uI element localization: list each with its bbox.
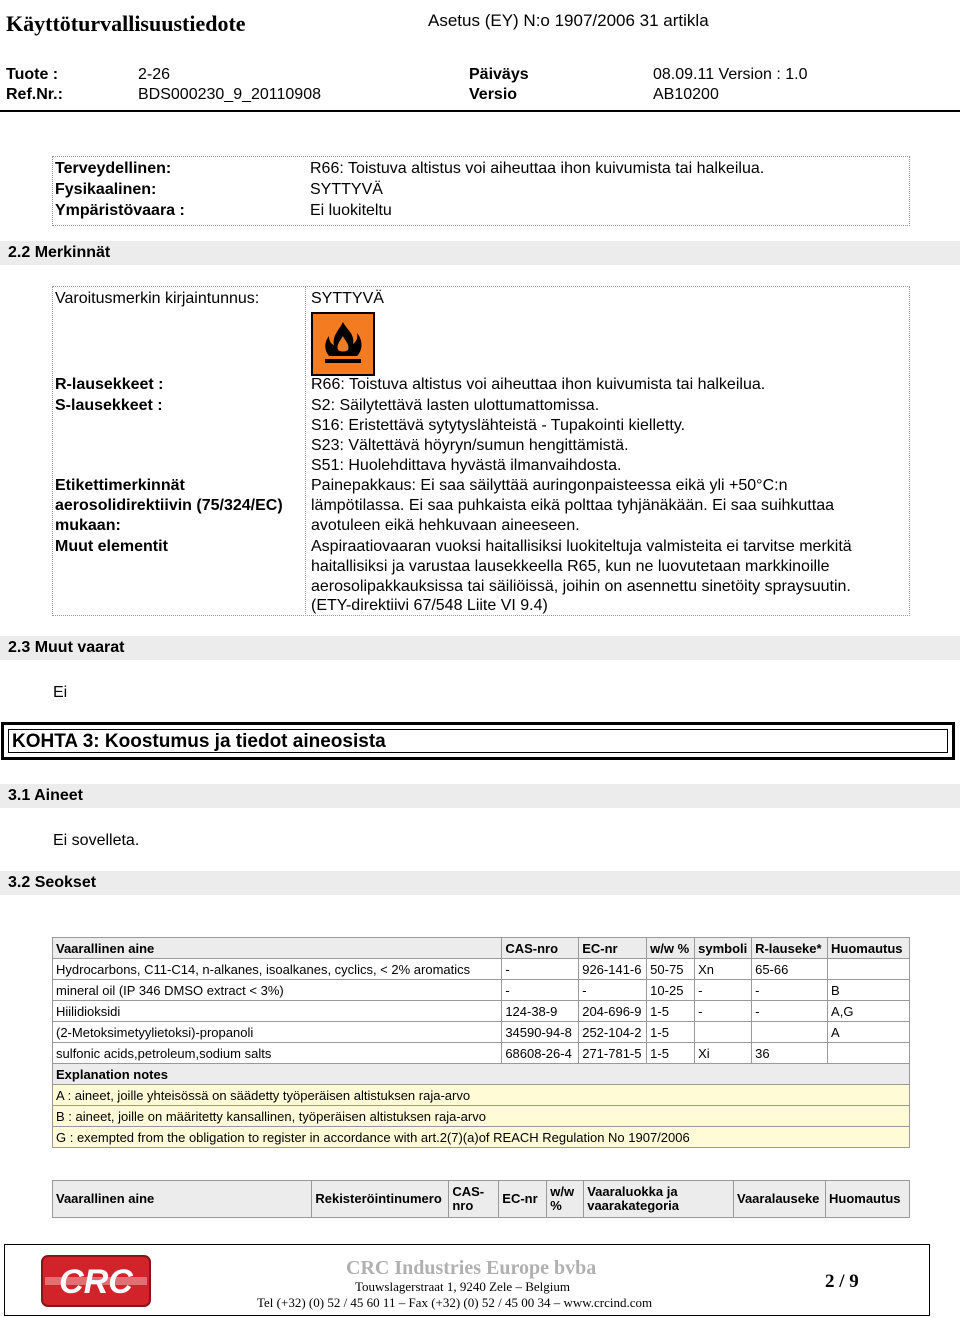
table-row — [53, 1001, 910, 1022]
health-value: R66: Toistuva altistus voi aiheuttaa ihon kuivumista tai halkeilua. — [310, 160, 765, 177]
aerosol-text-line: avotuleen eikä hehkuvaan aineeseen. — [311, 517, 580, 534]
regulation-reference: Asetus (EY) N:o 1907/2006 31 artikla — [428, 11, 709, 30]
aerosol-label-line: aerosolidirektiivin (75/324/EC) — [55, 497, 283, 514]
table-cell: Hydrocarbons, C11-C14, n-alkanes, isoalkanes, cyclics, < 2% aromatics — [53, 959, 502, 980]
column-header: R-lauseke* — [752, 938, 828, 959]
table-cell: 50-75 — [647, 959, 695, 980]
table-cell: 34590-94-8 — [502, 1022, 579, 1043]
table-cell: 252-104-2 — [579, 1022, 647, 1043]
aerosol-text-line: Painepakkaus: Ei saa säilyttää auringonpaisteessa eikä yli +50°C:n — [311, 477, 788, 494]
s-phrase-line: S23: Vältettävä höyryn/sumun hengittämistä. — [311, 437, 629, 454]
table-row — [53, 1022, 910, 1043]
other-elements-label: Muut elementit — [55, 538, 168, 555]
table-cell: - — [502, 980, 579, 1001]
table-cell: - — [695, 980, 752, 1001]
table-cell: - — [502, 959, 579, 980]
table-cell: 124-38-9 — [502, 1001, 579, 1022]
table-cell: - — [579, 980, 647, 1001]
column-header: Vaarallinen aine — [53, 1181, 312, 1218]
note-text: G : exempted from the obligation to register in accordance with art.2(7)(a)of REACH Regulation No 1907/2006 — [53, 1127, 910, 1148]
column-header: Vaarallinen aine — [53, 938, 502, 959]
table-cell: (2-Metoksimetyylietoksi)-propanoli — [53, 1022, 502, 1043]
section-bar-3-1 — [0, 784, 960, 808]
table-cell: sulfonic acids,petroleum,sodium salts — [53, 1043, 502, 1064]
aerosol-label-line: Etikettimerkinnät — [55, 477, 185, 494]
page-footer — [4, 1244, 930, 1316]
mixture-table-header — [53, 938, 910, 959]
table-cell: Xi — [695, 1043, 752, 1064]
ref-value: BDS000230_9_20110908 — [138, 86, 321, 103]
crc-logo — [41, 1255, 151, 1307]
flammable-pictogram — [311, 312, 375, 376]
environment-value: Ei luokiteltu — [310, 202, 392, 219]
notes-header-row — [53, 1064, 910, 1085]
table-cell: Xn — [695, 959, 752, 980]
other-hazards-text: Ei — [53, 684, 68, 701]
other-elements-line: Aspiraatiovaaran vuoksi haitallisiksi luokiteltuja valmisteita ei tarvitse merkitä — [311, 538, 852, 555]
table-cell: 68608-26-4 — [502, 1043, 579, 1064]
section-title-3-1: 3.1 Aineet — [8, 787, 83, 804]
column-header: Vaaraluokka ja vaarakategoria — [584, 1181, 734, 1218]
physical-value: SYTTYVÄ — [310, 181, 383, 198]
aerosol-text-line: lämpötilassa. Ei saa puhkaista eikä polttaa tyhjänäkään. Ei saa suihkuttaa — [311, 497, 834, 514]
s-phrase-line: S16: Eristettävä sytytyslähteistä - Tupakointi kielletty. — [311, 417, 686, 434]
other-elements-line: (ETY-direktiivi 67/548 Liite VI 9.4) — [311, 597, 548, 614]
column-header: Vaaralauseke — [734, 1181, 826, 1218]
environment-label: Ympäristövaara : — [55, 202, 185, 219]
note-row — [53, 1085, 910, 1106]
table-cell: 1-5 — [647, 1001, 695, 1022]
table-row — [53, 959, 910, 980]
table-cell: Hiilidioksidi — [53, 1001, 502, 1022]
s-phrase-line: S2: Säilytettävä lasten ulottumattomissa. — [311, 397, 600, 414]
section-bar-2-3 — [0, 636, 960, 660]
table-row — [53, 1043, 910, 1064]
physical-label: Fysikaalinen: — [55, 181, 157, 198]
column-header: CAS-nro — [449, 1181, 499, 1218]
version-label: Versio — [469, 86, 518, 103]
column-header: w/w % — [647, 938, 695, 959]
table-cell: 65-66 — [752, 959, 828, 980]
notes-title: Explanation notes — [53, 1064, 910, 1085]
registration-table — [52, 1180, 910, 1218]
table-cell: 36 — [752, 1043, 828, 1064]
company-name: CRC Industries Europe bvba — [346, 1257, 597, 1279]
table-cell — [752, 1022, 828, 1043]
date-label: Päiväys — [469, 66, 529, 83]
other-elements-line: aerosolipakkauksissa tai säiliöissä, joihin on asennettu sinetöity spraysuutin. — [311, 578, 851, 595]
section-bar-2-2 — [0, 241, 960, 265]
column-header: Rekisteröintinumero — [312, 1181, 449, 1218]
mixture-table — [52, 937, 910, 1148]
section-3-title: KOHTA 3: Koostumus ja tiedot aineosista — [12, 731, 386, 752]
table-cell: mineral oil (IP 346 DMSO extract < 3%) — [53, 980, 502, 1001]
table-cell — [695, 1022, 752, 1043]
column-header: EC-nr — [579, 938, 647, 959]
note-text: B : aineet, joille on määritetty kansallinen, työperäisen altistuksen raja-arvo — [53, 1106, 910, 1127]
table-row — [53, 980, 910, 1001]
section-3-header — [1, 722, 955, 760]
note-text: A : aineet, joille yhteisössä on säädetty työperäisen altistuksen raja-arvo — [53, 1085, 910, 1106]
note-row — [53, 1106, 910, 1127]
column-header: Huomautus — [825, 1181, 909, 1218]
warning-symbol-value: SYTTYVÄ — [311, 290, 384, 307]
table-cell: - — [752, 1001, 828, 1022]
product-label: Tuote : — [6, 66, 59, 83]
warning-symbol-label: Varoitusmerkin kirjaintunnus: — [55, 290, 260, 307]
other-elements-line: haitallisiksi ja varustaa lausekkeella R65, kun ne luovutetaan markkinoille — [311, 558, 830, 575]
column-header: EC-nr — [499, 1181, 547, 1218]
registration-table-header — [53, 1181, 910, 1218]
r-phrases-label: R-lausekkeet : — [55, 376, 164, 393]
product-value: 2-26 — [138, 66, 171, 83]
version-value: AB10200 — [653, 86, 719, 103]
header-divider — [0, 110, 960, 112]
s-phrases-label: S-lausekkeet : — [55, 397, 163, 414]
table-cell — [828, 1043, 910, 1064]
column-header: symboli — [695, 938, 752, 959]
table-cell: A — [828, 1022, 910, 1043]
flammable-flame-icon — [313, 314, 373, 374]
table-cell: 271-781-5 — [579, 1043, 647, 1064]
substances-text: Ei sovelleta. — [53, 832, 140, 849]
labelling-column-separator — [305, 286, 306, 614]
table-cell: 926-141-6 — [579, 959, 647, 980]
section-title-2-3: 2.3 Muut vaarat — [8, 639, 125, 656]
column-header: Huomautus — [828, 938, 910, 959]
aerosol-label-line: mukaan: — [55, 517, 121, 534]
page-number: 2 / 9 — [825, 1271, 859, 1292]
ref-label: Ref.Nr.: — [6, 86, 63, 103]
s-phrase-line: S51: Huolehdittava hyvästä ilmanvaihdosta. — [311, 457, 622, 474]
table-cell: B — [828, 980, 910, 1001]
r-phrases-text: R66: Toistuva altistus voi aiheuttaa ihon kuivumista tai halkeilua. — [311, 376, 766, 393]
table-cell: 10-25 — [647, 980, 695, 1001]
company-contact: Tel (+32) (0) 52 / 45 60 11 – Fax (+32) (0) 52 / 45 00 34 – www.crcind.com — [257, 1295, 653, 1310]
table-cell: 1-5 — [647, 1022, 695, 1043]
table-cell: - — [752, 980, 828, 1001]
table-cell: A,G — [828, 1001, 910, 1022]
section-bar-3-2 — [0, 871, 960, 895]
column-header: w/w % — [547, 1181, 584, 1218]
health-label: Terveydellinen: — [55, 160, 172, 177]
date-value: 08.09.11 Version : 1.0 — [653, 66, 808, 83]
company-address: Touwslagerstraat 1, 9240 Zele – Belgium — [355, 1279, 570, 1294]
table-cell: - — [695, 1001, 752, 1022]
column-header: CAS-nro — [502, 938, 579, 959]
section-title-3-2: 3.2 Seokset — [8, 874, 97, 891]
table-cell — [828, 959, 910, 980]
table-cell: 1-5 — [647, 1043, 695, 1064]
document-title: Käyttöturvallisuustiedote — [6, 11, 246, 36]
crc-logo-text: CRC — [59, 1263, 133, 1301]
section-title-2-2: 2.2 Merkinnät — [8, 244, 111, 261]
note-row — [53, 1127, 910, 1148]
table-cell: 204-696-9 — [579, 1001, 647, 1022]
